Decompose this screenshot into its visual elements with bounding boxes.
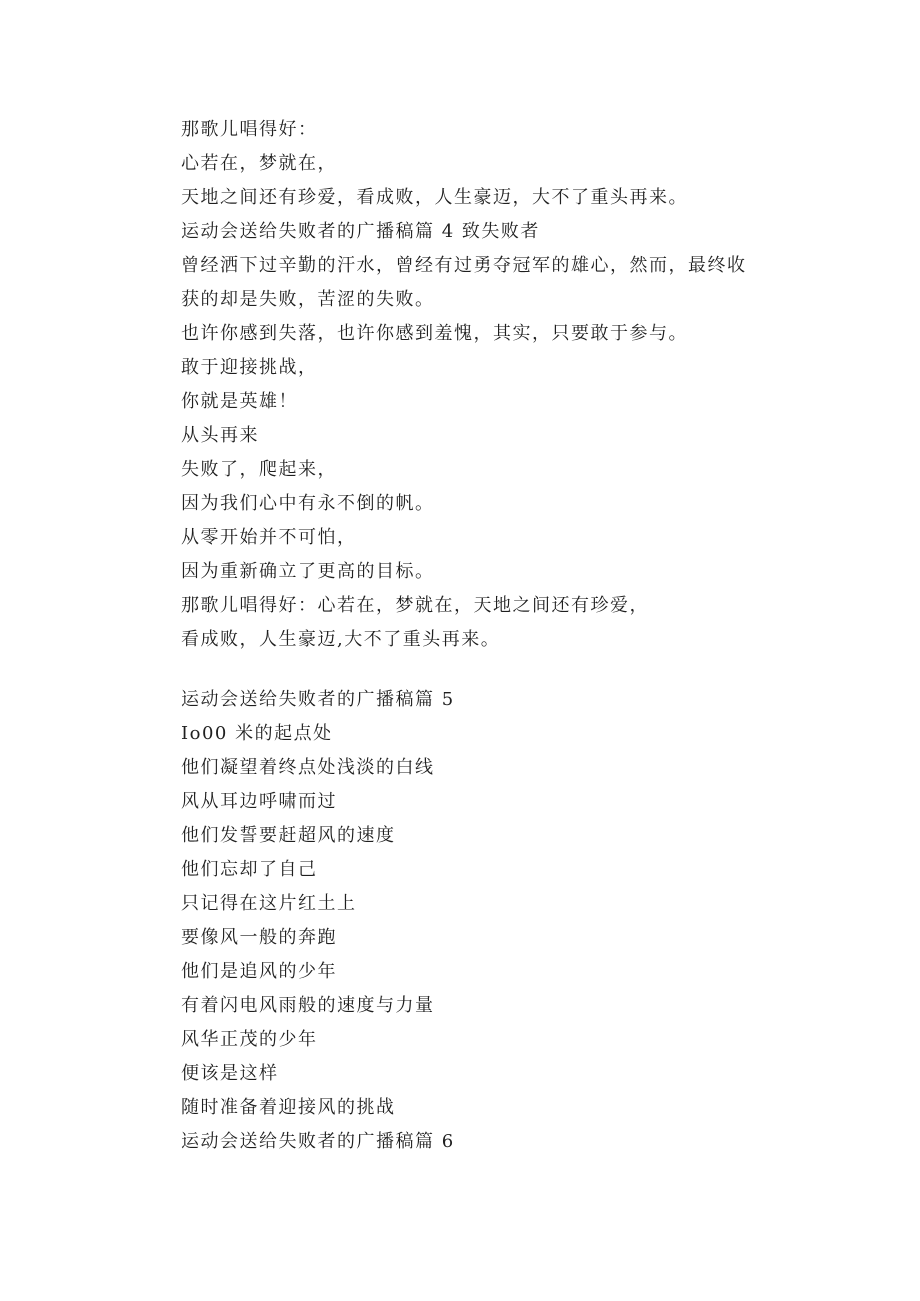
section-heading-6: 运动会送给失败者的广播稿篇 6 bbox=[181, 1131, 455, 1152]
text-line: 失败了，爬起来， bbox=[181, 459, 337, 480]
text-line: 因为重新确立了更高的目标。 bbox=[181, 561, 435, 582]
text-line: 有着闪电风雨般的速度与力量 bbox=[181, 995, 435, 1016]
text-line: 看成败，人生豪迈,大不了重头再来。 bbox=[181, 629, 501, 650]
text-line: 获的却是失败，苦涩的失败。 bbox=[181, 289, 435, 310]
text-line: 那歌儿唱得好： bbox=[181, 119, 318, 140]
section-heading-4: 运动会送给失败者的广播稿篇 4 致失败者 bbox=[181, 221, 540, 242]
text-line: 他们凝望着终点处浅淡的白线 bbox=[181, 757, 435, 778]
text-line: Io00 米的起点处 bbox=[181, 723, 333, 744]
text-line: 心若在，梦就在， bbox=[181, 153, 337, 174]
text-line: 风从耳边呼啸而过 bbox=[181, 791, 337, 812]
text-line: 因为我们心中有永不倒的帆。 bbox=[181, 493, 435, 514]
text-line: 风华正茂的少年 bbox=[181, 1029, 318, 1050]
text-line: 他们忘却了自己 bbox=[181, 859, 318, 880]
text-line: 也许你感到失落，也许你感到羞愧，其实，只要敢于参与。 bbox=[181, 323, 688, 344]
text-line: 那歌儿唱得好：心若在，梦就在，天地之间还有珍爱， bbox=[181, 595, 649, 616]
text-line: 要像风一般的奔跑 bbox=[181, 927, 337, 948]
text-line: 敢于迎接挑战， bbox=[181, 357, 318, 378]
text-line: 随时准备着迎接风的挑战 bbox=[181, 1097, 396, 1118]
text-line: 便该是这样 bbox=[181, 1063, 279, 1084]
document-body bbox=[181, 113, 791, 1159]
section-heading-5: 运动会送给失败者的广播稿篇 5 bbox=[181, 689, 455, 710]
paragraph-gap bbox=[181, 657, 791, 683]
text-line: 曾经洒下过辛勤的汗水，曾经有过勇夺冠军的雄心，然而，最终收 bbox=[181, 255, 747, 276]
text-line: 只记得在这片红土上 bbox=[181, 893, 357, 914]
text-line: 天地之间还有珍爱，看成败，人生豪迈，大不了重头再来。 bbox=[181, 187, 688, 208]
text-line: 从头再来 bbox=[181, 425, 259, 446]
text-line: 他们发誓要赶超风的速度 bbox=[181, 825, 396, 846]
text-line: 从零开始并不可怕， bbox=[181, 527, 357, 548]
text-line: 他们是追风的少年 bbox=[181, 961, 337, 982]
text-line: 你就是英雄！ bbox=[181, 391, 298, 412]
